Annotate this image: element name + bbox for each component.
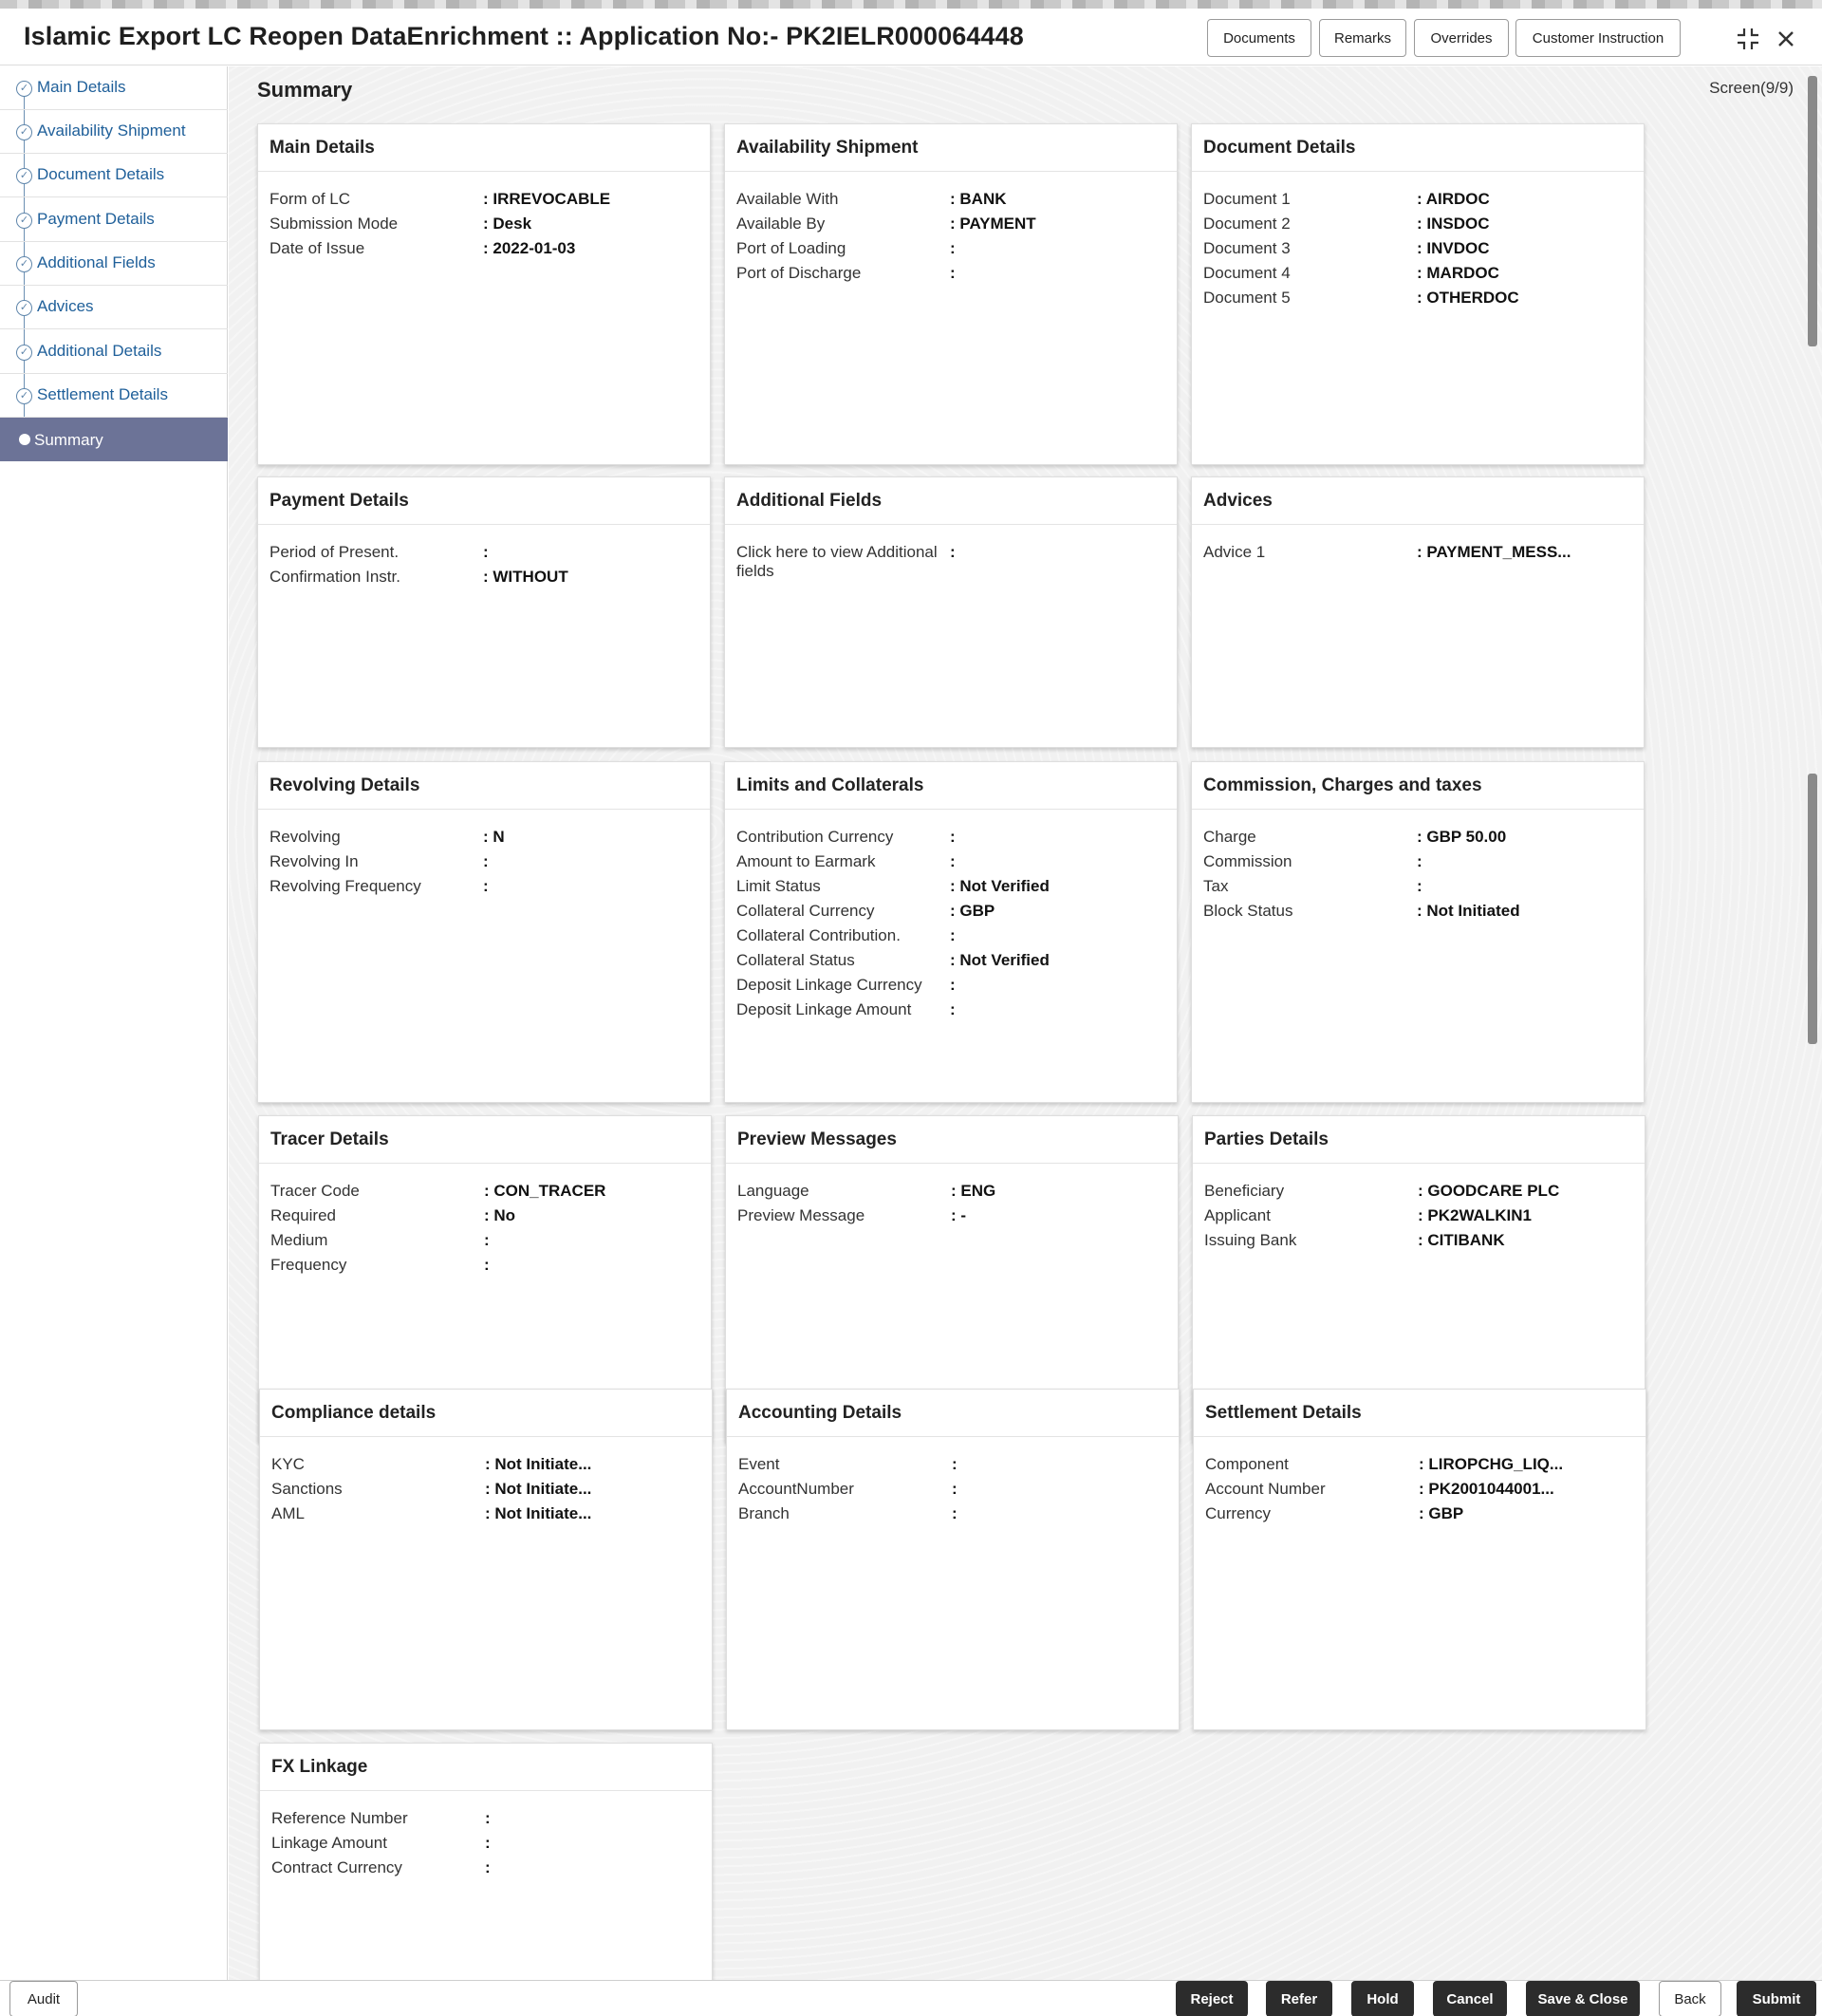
check-circle-icon: ✓ [16, 300, 32, 316]
submit-button[interactable]: Submit [1737, 1981, 1816, 2016]
card-payment-details [257, 476, 711, 748]
field-value: : [950, 852, 956, 870]
cancel-button[interactable]: Cancel [1433, 1981, 1507, 2016]
field-label: Account Number [1205, 1480, 1326, 1498]
card-revolving-details [257, 761, 711, 1103]
field-label: Applicant [1204, 1206, 1271, 1224]
field-row [270, 874, 698, 899]
card-title: Commission, Charges and taxes [1192, 762, 1644, 810]
field-row [1203, 187, 1632, 212]
field-value: : CITIBANK [1418, 1231, 1505, 1249]
sidebar-item-label: Main Details [37, 78, 126, 96]
field-row [270, 1179, 699, 1204]
field-value: : [483, 877, 489, 895]
field-row [737, 1179, 1166, 1204]
sidebar-item-settlement-details[interactable] [0, 374, 228, 418]
card-additional-fields [724, 476, 1178, 748]
hold-button[interactable]: Hold [1351, 1981, 1414, 2016]
field-row [271, 1477, 700, 1502]
field-row [1203, 849, 1632, 874]
sidebar-item-label: Summary [34, 431, 103, 449]
field-row [270, 1204, 699, 1228]
field-row [736, 261, 1165, 286]
field-row [736, 212, 1165, 236]
field-row [736, 849, 1165, 874]
check-circle-icon: ✓ [16, 388, 32, 404]
field-row [736, 874, 1165, 899]
sidebar-item-availability-shipment[interactable] [0, 110, 228, 154]
sidebar-item-document-details[interactable] [0, 154, 228, 197]
sidebar-item-additional-fields[interactable] [0, 242, 228, 286]
sidebar-item-label: Additional Details [37, 342, 162, 360]
sidebar-nav [0, 66, 228, 1980]
field-label: Period of Present. [270, 543, 400, 561]
field-row [271, 1452, 700, 1477]
sidebar-item-main-details[interactable] [0, 66, 228, 110]
field-row [1203, 874, 1632, 899]
field-row [736, 924, 1165, 948]
field-value: : Not Initiate... [485, 1455, 592, 1473]
field-row [270, 1253, 699, 1278]
field-value: : [950, 543, 956, 561]
field-label: Contract Currency [271, 1858, 402, 1876]
field-value: : [950, 264, 956, 282]
field-row [1204, 1179, 1633, 1204]
field-row [1205, 1452, 1634, 1477]
field-label: Deposit Linkage Currency [736, 976, 922, 994]
field-row [1204, 1228, 1633, 1253]
additional-fields-link-row[interactable] [736, 540, 1165, 584]
field-value: : INVDOC [1417, 239, 1490, 257]
field-label: Reference Number [271, 1809, 408, 1827]
field-value: : [485, 1834, 491, 1852]
field-value: : Desk [483, 215, 532, 233]
field-label: Document 1 [1203, 190, 1291, 208]
field-row [736, 973, 1165, 998]
screen-indicator: Screen(9/9) [1709, 79, 1794, 97]
card-document-details [1191, 123, 1645, 465]
field-value: : MARDOC [1417, 264, 1499, 282]
field-row [270, 187, 698, 212]
field-value: : Not Initiate... [485, 1480, 592, 1498]
page-header-title: Islamic Export LC Reopen DataEnrichment :: Application No:- PK2IELR000064448 [24, 22, 1024, 50]
card-limits-and-collaterals [724, 761, 1178, 1103]
field-label: Available With [736, 190, 839, 208]
field-label: Medium [270, 1231, 328, 1249]
field-value: : Not Initiated [1417, 902, 1520, 920]
field-row [271, 1502, 700, 1526]
card-commission-charges-taxes [1191, 761, 1645, 1103]
field-label: KYC [271, 1455, 305, 1473]
field-value: : PAYMENT_MESS... [1417, 543, 1571, 561]
check-circle-icon: ✓ [16, 124, 32, 140]
back-button[interactable]: Back [1659, 1981, 1721, 2016]
sidebar-item-advices[interactable] [0, 286, 228, 329]
field-row [270, 1228, 699, 1253]
field-label: AccountNumber [738, 1480, 854, 1498]
sidebar-item-summary[interactable] [0, 418, 228, 461]
field-label: Linkage Amount [271, 1834, 387, 1852]
check-circle-icon: ✓ [16, 256, 32, 272]
main-content [229, 66, 1822, 1980]
field-label: Document 3 [1203, 239, 1291, 257]
card-title: Main Details [258, 124, 710, 172]
field-value: : [485, 1809, 491, 1827]
field-label: Language [737, 1182, 809, 1200]
sidebar-item-additional-details[interactable] [0, 330, 228, 374]
vertical-scrollbar-secondary[interactable] [1808, 774, 1817, 1044]
card-title: Availability Shipment [725, 124, 1177, 172]
card-fx-linkage [259, 1743, 713, 1989]
check-circle-icon: ✓ [16, 168, 32, 184]
field-value: : [950, 239, 956, 257]
field-label: Revolving In [270, 852, 359, 870]
field-value: : [952, 1480, 957, 1498]
field-label: Issuing Bank [1204, 1231, 1297, 1249]
field-row [738, 1477, 1167, 1502]
field-row [738, 1452, 1167, 1477]
field-row [270, 236, 698, 261]
field-label: Deposit Linkage Amount [736, 1000, 912, 1018]
remarks-button[interactable]: Remarks [1319, 19, 1406, 57]
card-accounting-details [726, 1389, 1180, 1730]
card-title: Parties Details [1193, 1116, 1645, 1164]
field-row [1203, 212, 1632, 236]
card-title: Settlement Details [1194, 1390, 1645, 1437]
field-value: : [485, 1858, 491, 1876]
field-label: Amount to Earmark [736, 852, 876, 870]
field-value: : AIRDOC [1417, 190, 1490, 208]
field-value: : ENG [951, 1182, 996, 1200]
field-row [736, 236, 1165, 261]
field-value: : Not Verified [950, 951, 1050, 969]
card-title: Advices [1192, 477, 1644, 525]
field-row [736, 187, 1165, 212]
field-value: : Not Verified [950, 877, 1050, 895]
field-value: : BANK [950, 190, 1007, 208]
field-row [270, 212, 698, 236]
field-label: Component [1205, 1455, 1289, 1473]
field-value: : [1417, 852, 1422, 870]
field-row [1203, 261, 1632, 286]
card-title: FX Linkage [260, 1744, 712, 1791]
card-availability-shipment [724, 123, 1178, 465]
documents-button[interactable]: Documents [1207, 19, 1311, 57]
check-circle-icon: ✓ [16, 213, 32, 229]
field-value: : INSDOC [1417, 215, 1490, 233]
field-label: Available By [736, 215, 826, 233]
refer-button[interactable]: Refer [1266, 1981, 1332, 2016]
card-title: Limits and Collaterals [725, 762, 1177, 810]
field-label: Port of Loading [736, 239, 846, 257]
sidebar-item-label: Advices [37, 297, 94, 315]
field-value: : [1417, 877, 1422, 895]
field-value: : CON_TRACER [484, 1182, 606, 1200]
field-value: : [483, 543, 489, 561]
field-row [736, 899, 1165, 924]
card-advices [1191, 476, 1645, 748]
field-label: Collateral Contribution. [736, 926, 901, 944]
field-row [737, 1204, 1166, 1228]
field-value: : GBP 50.00 [1417, 828, 1507, 846]
card-title: Payment Details [258, 477, 710, 525]
card-title: Compliance details [260, 1390, 712, 1437]
field-label: Date of Issue [270, 239, 365, 257]
card-title: Additional Fields [725, 477, 1177, 525]
field-label: Advice 1 [1203, 543, 1266, 561]
card-title: Tracer Details [259, 1116, 711, 1164]
field-label: Event [738, 1455, 780, 1473]
field-row [736, 948, 1165, 973]
field-value: : [484, 1231, 490, 1249]
field-label: Tracer Code [270, 1182, 360, 1200]
vertical-scrollbar[interactable] [1808, 76, 1817, 346]
field-label: Charge [1203, 828, 1256, 846]
action-footer [0, 1980, 1822, 2016]
field-row [1203, 540, 1632, 565]
card-main-details [257, 123, 711, 465]
field-label: Form of LC [270, 190, 351, 208]
field-label: Collateral Currency [736, 902, 875, 920]
field-row [1205, 1477, 1634, 1502]
card-title: Preview Messages [726, 1116, 1178, 1164]
card-title: Accounting Details [727, 1390, 1179, 1437]
field-value: : N [483, 828, 505, 846]
field-value: : [950, 926, 956, 944]
field-value: : [950, 976, 956, 994]
sidebar-item-label: Settlement Details [37, 385, 168, 403]
field-row [1203, 825, 1632, 849]
field-value: : WITHOUT [483, 568, 568, 586]
field-label: Document 4 [1203, 264, 1291, 282]
audit-button[interactable]: Audit [9, 1981, 78, 2016]
reject-button[interactable]: Reject [1176, 1981, 1248, 2016]
field-label: Submission Mode [270, 215, 399, 233]
field-label: Revolving [270, 828, 341, 846]
field-row [1204, 1204, 1633, 1228]
field-label: Commission [1203, 852, 1292, 870]
field-value: : GBP [950, 902, 995, 920]
field-value: : [950, 828, 956, 846]
field-row [1203, 899, 1632, 924]
field-row [738, 1502, 1167, 1526]
field-label: Block Status [1203, 902, 1293, 920]
field-value: : No [484, 1206, 516, 1224]
field-value: : [952, 1504, 957, 1522]
field-row [271, 1806, 700, 1831]
field-value: : GBP [1419, 1504, 1464, 1522]
field-value: : [950, 1000, 956, 1018]
sidebar-item-label: Document Details [37, 165, 165, 183]
field-row [270, 565, 698, 589]
overrides-button[interactable]: Overrides [1414, 19, 1509, 57]
field-row [1203, 236, 1632, 261]
field-value: : 2022-01-03 [483, 239, 576, 257]
field-row [270, 825, 698, 849]
field-label: AML [271, 1504, 305, 1522]
sidebar-item-label: Payment Details [37, 210, 155, 228]
field-value: : IRREVOCABLE [483, 190, 611, 208]
card-title: Revolving Details [258, 762, 710, 810]
top-decorative-strip [0, 0, 1822, 9]
field-row [1203, 286, 1632, 310]
field-label: Document 5 [1203, 289, 1291, 307]
field-value: : OTHERDOC [1417, 289, 1519, 307]
field-label: Beneficiary [1204, 1182, 1285, 1200]
field-row [270, 540, 698, 565]
sidebar-item-label: Additional Fields [37, 253, 156, 271]
card-title: Document Details [1192, 124, 1644, 172]
field-value: : [483, 852, 489, 870]
field-value: : PK2WALKIN1 [1418, 1206, 1532, 1224]
field-label: Tax [1203, 877, 1229, 895]
field-row [736, 825, 1165, 849]
field-value: : Not Initiate... [485, 1504, 592, 1522]
save-and-close-button[interactable]: Save & Close [1526, 1981, 1640, 2016]
field-row [1205, 1502, 1634, 1526]
field-label: Limit Status [736, 877, 821, 895]
field-value: : PK2001044001... [1419, 1480, 1554, 1498]
field-label: Confirmation Instr. [270, 568, 400, 586]
field-label: Frequency [270, 1256, 347, 1274]
field-label: Preview Message [737, 1206, 865, 1224]
customer-instruction-button[interactable]: Customer Instruction [1515, 19, 1681, 57]
check-circle-icon: ✓ [16, 81, 32, 97]
field-value: : LIROPCHG_LIQ... [1419, 1455, 1564, 1473]
field-row [271, 1831, 700, 1856]
field-value: : - [951, 1206, 967, 1224]
card-settlement-details [1193, 1389, 1646, 1730]
field-value: : GOODCARE PLC [1418, 1182, 1560, 1200]
field-label: Sanctions [271, 1480, 343, 1498]
field-label: Currency [1205, 1504, 1271, 1522]
minimize-icon[interactable] [1735, 26, 1761, 52]
app-header [0, 9, 1822, 65]
field-label: Collateral Status [736, 951, 855, 969]
view-additional-fields-link[interactable]: Click here to view Additional fields [736, 543, 938, 580]
field-label: Branch [738, 1504, 790, 1522]
field-value: : PAYMENT [950, 215, 1036, 233]
field-value: : [952, 1455, 957, 1473]
field-row [736, 998, 1165, 1022]
field-label: Revolving Frequency [270, 877, 421, 895]
close-icon[interactable] [1773, 26, 1799, 52]
field-label: Contribution Currency [736, 828, 894, 846]
active-dot-icon [19, 434, 30, 445]
field-row [270, 849, 698, 874]
field-row [271, 1856, 700, 1880]
card-compliance-details [259, 1389, 713, 1730]
sidebar-item-label: Availability Shipment [37, 121, 186, 140]
field-label: Document 2 [1203, 215, 1291, 233]
field-label: Port of Discharge [736, 264, 862, 282]
sidebar-item-payment-details[interactable] [0, 198, 228, 242]
field-value: : [484, 1256, 490, 1274]
field-label: Required [270, 1206, 336, 1224]
page-title: Summary [257, 78, 353, 102]
check-circle-icon: ✓ [16, 345, 32, 361]
